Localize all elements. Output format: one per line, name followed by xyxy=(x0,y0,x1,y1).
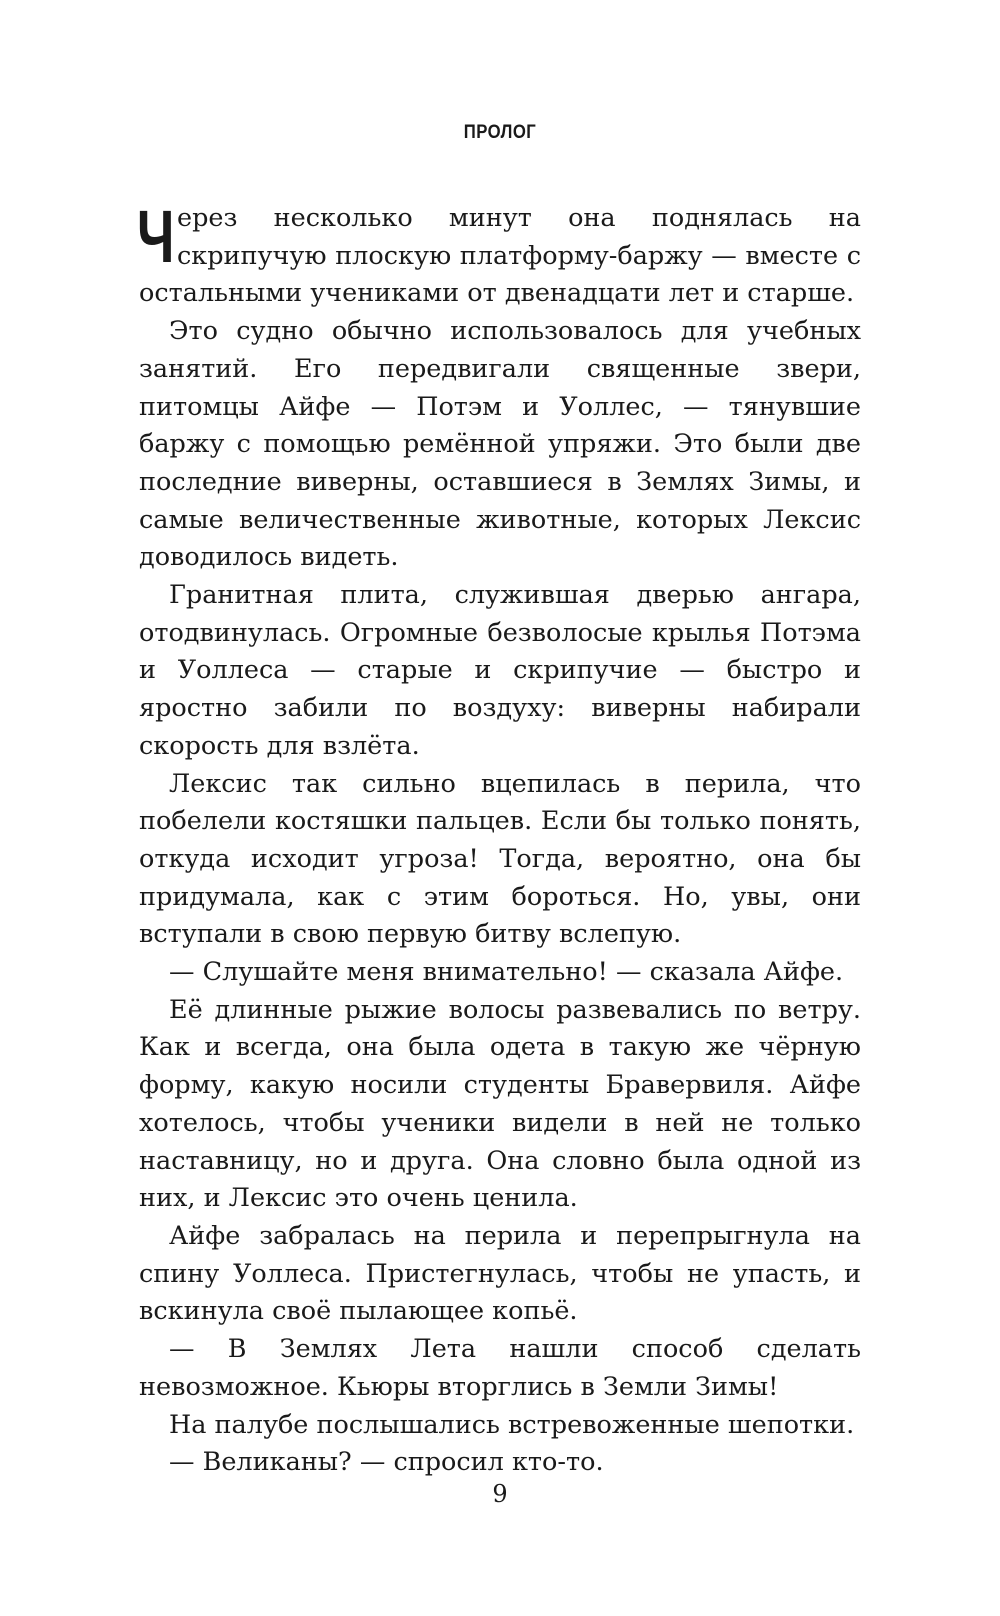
paragraph-1-text: ерез несколько минут она поднялась на скрипучую плоскую платформу-баржу — вместе с остальными учениками от двенадцати лет и старше. xyxy=(139,203,861,309)
paragraph-1 xyxy=(137,195,861,313)
paragraph-9: На палубе послышались встревоженные шепотки. xyxy=(169,1409,855,1440)
paragraph-10: — Великаны? — спросил кто-то. xyxy=(169,1447,604,1478)
running-header: ПРОЛОГ xyxy=(463,122,537,143)
paragraph-2: Это судно обычно использовалось для учебных занятий. Его передвигали священные звери, питомцы Айфе — Потэм и Уоллес, — тянувшие баржу с помощью ремённой упряжи. Это были две последние виверны, оставшиеся в Землях Зимы, и самые величественные животные, которых Лексис доводилось видеть. xyxy=(139,316,861,573)
paragraph-8: — В Землях Лета нашли способ сделать невозможное. Кьюры вторглись в Земли Зимы! xyxy=(139,1334,861,1402)
paragraph-4: Лексис так сильно вцепилась в перила, что побелели костяшки пальцев. Если бы только понять, откуда исходит угроза! Тогда, вероятно, она бы придумала, как с этим бороться. Но, увы, они вступали в свою первую битву вслепую. xyxy=(139,768,861,950)
paragraph-6: Её длинные рыжие волосы развевались по ветру. Как и всегда, она была одета в такую же чёрную форму, какую носили студенты Бравервиля. Айфе хотелось, чтобы ученики видели в ней не только наставницу, но и друга. Она словно была одной из них, и Лексис это очень ценила. xyxy=(139,994,861,1214)
paragraph-7: Айфе забралась на перила и перепрыгнула на спину Уоллеса. Пристегнулась, чтобы не упасть, и вскинула своё пылающее копьё. xyxy=(139,1220,861,1327)
paragraph-5: — Слушайте меня внимательно! — сказала Айфе. xyxy=(169,957,844,988)
drop-cap: Ч xyxy=(137,195,175,278)
page-number: 9 xyxy=(492,1480,508,1508)
paragraph-3: Гранитная плита, служившая дверью ангара, отодвинулась. Огромные безволосые крылья Потэма и Уоллеса — старые и скрипучие — быстро и яростно забили по воздуху: виверны набирали скорость для взлёта. xyxy=(139,580,861,761)
body-text xyxy=(137,195,861,1482)
